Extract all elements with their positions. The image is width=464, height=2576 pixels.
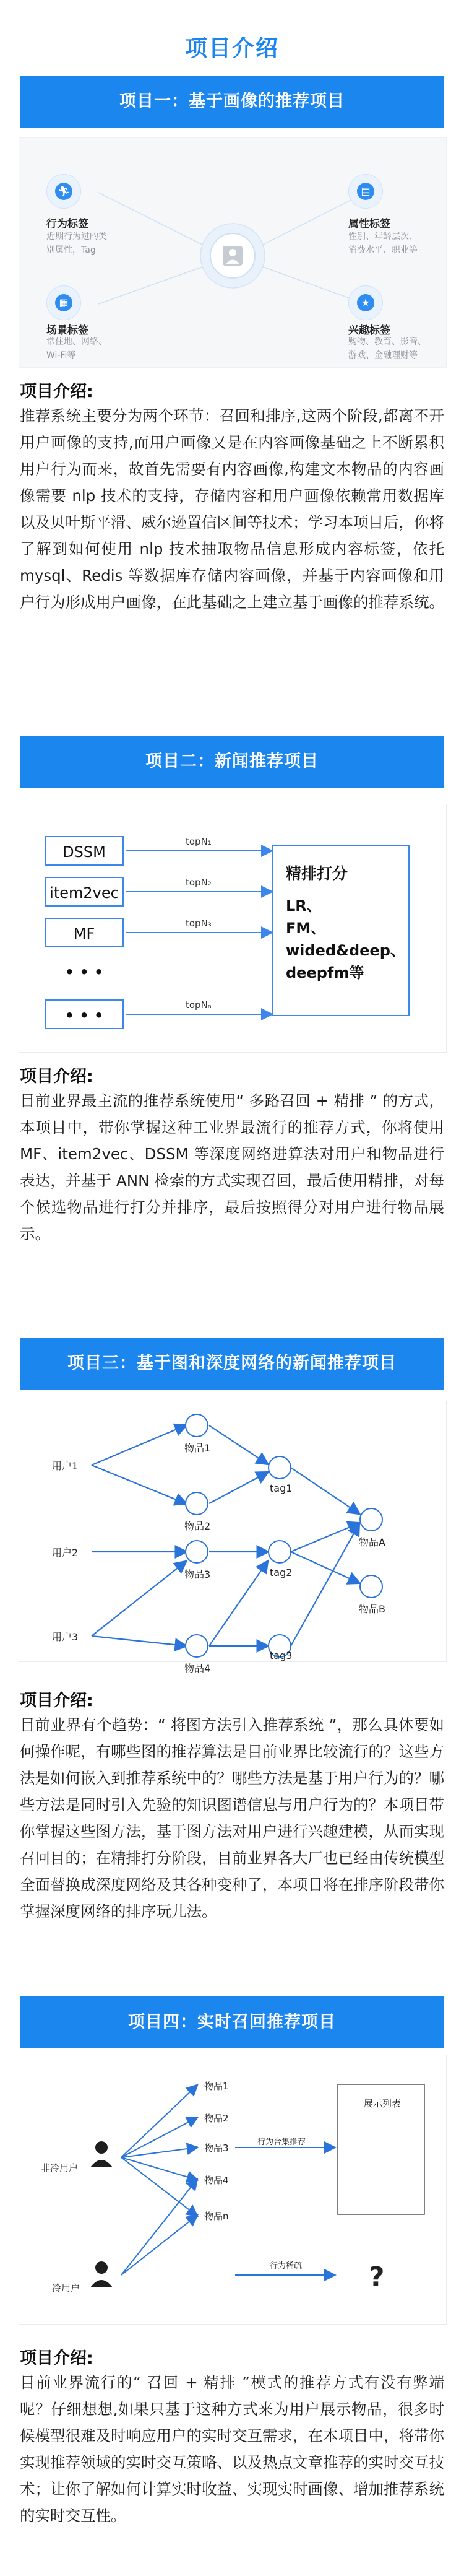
item-label-1: 物品1 — [184, 1442, 211, 1454]
section3-intro-text: 目前业界有个趋势：“ 将图方法引入推荐系统 ”，那么具体要如何操作呢，有哪些图的推荐算法是目前业界比较流行的？这些方法是如何嵌入到推荐系统中的？哪些方法是基于用户行为的？哪些方法是同时引入先验的知识图谱信息与用户行为的？本项目带你掌握这些图方法，基于图方法对用户进行兴趣建模，从而实现召回目的；在精排打分阶段，目前业界各大厂也已经由传统模型全面替换成深度网络及其各种变种了，本项目将在排序阶段带你掌握深度网络的排序玩儿法。 — [20, 1716, 444, 1920]
person-run-icon: 🏃︎ — [55, 183, 72, 200]
attribute-tag-desc — [348, 230, 418, 257]
item-node-1 — [186, 1414, 208, 1437]
item-label-1: 物品1 — [204, 2081, 229, 2092]
cold-user-icon — [90, 2261, 113, 2287]
behavior-tag-title: 行为标签 — [46, 218, 88, 230]
model-box-more: • • • — [45, 999, 124, 1029]
behavior-tag-desc — [46, 230, 107, 257]
tag-node-1 — [269, 1456, 291, 1479]
item-label-n: 物品n — [204, 2211, 229, 2222]
document-icon: ▤ — [357, 183, 374, 200]
scene-tag-title: 场景标签 — [46, 324, 88, 337]
rank-item: deepfm等 — [286, 964, 364, 981]
grid-icon: ▦ — [55, 294, 72, 311]
section4-intro-label: 项目介绍: — [20, 2349, 93, 2368]
rank-title: 精排打分 — [286, 864, 348, 882]
topn-label-3: topN₃ — [186, 918, 212, 929]
item-label-3: 物品3 — [184, 1569, 211, 1580]
rank-item: LR、 — [286, 897, 322, 915]
interest-tag-desc — [348, 335, 426, 362]
interest-tag-title: 兴趣标签 — [348, 324, 390, 337]
section1-banner: 项目一：基于画像的推荐项目 — [20, 76, 444, 128]
section1-intro-text: 推荐系统主要分为两个环节：召回和排序,这两个阶段,都离不开用户画像的支持,而用户画像又是在内容画像基础之上不断累积用户行为而来，故首先需要有内容画像,构建文本物品的内容画像需要 nlp 技术的支持，存储内容和用户画像依赖常用数据库以及贝叶斯平滑、威尔逊置信区间等技术；学习本项目后，你将了解到如何使用 nlp 技术抽取物品信息形成内容标签，依托 mysql、Redis 等数据库存储内容画像，并基于内容画像和用户行为形成用户画像，在此基础之上建立基于画像的推荐系统。 — [20, 407, 444, 611]
section2-banner: 项目二：新闻推荐项目 — [20, 736, 444, 788]
section2-intro-label: 项目介绍: — [20, 1067, 93, 1086]
section4-intro-text: 目前业界流行的“ 召回 + 精排 ”模式的推荐方式有没有弊端呢？仔细想想,如果只基于这种方式来为用户展示物品，很多时候模型很难及时响应用户的实时交互需求，在本项目中，将带你实现推荐领域的实时交互策略、以及热点文章推荐的实时交互技术；让你了解如何计算实时收益、实现实时画像、增加推荐系统的实时交互性。 — [20, 2374, 444, 2525]
model-box-dssm: DSSM — [45, 836, 124, 866]
display-list-label: 展示列表 — [364, 2098, 402, 2109]
desc-line: 消费水平、职业等 — [348, 245, 418, 255]
desc-line: 近期行为过的类 — [46, 232, 107, 242]
page-title: 项目介绍 — [184, 36, 279, 61]
tag-label-3: tag3 — [270, 1650, 293, 1661]
item-label-2: 物品2 — [204, 2113, 229, 2124]
user-label-3: 用户3 — [52, 1631, 79, 1643]
section3-graph — [0, 1393, 464, 1666]
user-label-2: 用户2 — [52, 1547, 79, 1559]
desc-line: 性别、年龄层次、 — [348, 232, 418, 242]
section4-banner: 项目四：实时召回推荐项目 — [20, 1996, 444, 2048]
model-box-ellipsis: • • • — [64, 964, 104, 981]
item-label-4: 物品4 — [204, 2175, 229, 2186]
topn-label-1: topN₁ — [186, 836, 212, 847]
section2-intro-text: 目前业界最主流的推荐系统使用“ 多路召回 + 精排 ” 的方式，本项目中，带你掌握这种工业界最流行的推荐方式，你将使用 MF、item2vec、DSSM 等深度网络进算法对用户和物品进行表达，并基于 ANN 检索的方式实现召回，最后使用精排，对每个候选物品进行打分并排序，最后按照得分对用户进行物品展示。 — [20, 1092, 444, 1243]
topn-label-n: topNₙ — [186, 999, 212, 1011]
model-box-item2vec: item2vec — [45, 877, 124, 907]
target-label-a: 物品A — [359, 1536, 385, 1548]
section1-intro-label: 项目介绍: — [20, 382, 93, 401]
topn-label-2: topN₂ — [186, 877, 212, 888]
rank-item: FM、 — [286, 920, 326, 937]
model-box-mf: MF — [45, 918, 124, 947]
item-node-3 — [186, 1541, 208, 1563]
rank-item: wided&deep、 — [286, 942, 405, 959]
item-node-4 — [186, 1635, 208, 1657]
target-node-a — [360, 1508, 382, 1531]
section1-diagram — [19, 137, 447, 368]
question-mark: ? — [369, 2261, 385, 2293]
user-avatar-icon — [223, 246, 243, 266]
interest-tag-node — [348, 285, 383, 320]
tag-label-1: tag1 — [270, 1482, 293, 1494]
user-label-1: 用户1 — [52, 1460, 79, 1472]
item-label-2: 物品2 — [184, 1520, 211, 1532]
scene-tag-desc — [46, 335, 107, 362]
target-label-b: 物品B — [359, 1603, 385, 1615]
behavior-collection-label: 行为合集推荐 — [257, 2138, 306, 2147]
rank-box — [272, 845, 410, 1016]
scene-tag-node — [46, 285, 81, 320]
attribute-tag-node — [348, 174, 383, 209]
desc-line: 别属性，Tag — [46, 245, 96, 255]
desc-line: 游戏、金融理财等 — [348, 350, 418, 360]
warm-user-label: 非冷用户 — [41, 2162, 79, 2174]
item-label-4: 物品4 — [184, 1663, 211, 1674]
desc-line: 常住地、网络、 — [46, 337, 107, 347]
section3-banner: 项目三：基于图和深度网络的新闻推荐项目 — [20, 1338, 444, 1390]
desc-line: 购物、教育、影音、 — [348, 337, 426, 347]
item-label-3: 物品3 — [204, 2143, 229, 2154]
star-icon: ★ — [357, 294, 374, 311]
item-node-2 — [186, 1492, 208, 1515]
desc-line: Wi-Fi等 — [46, 350, 76, 360]
target-node-b — [360, 1575, 382, 1598]
attribute-tag-title: 属性标签 — [348, 218, 390, 230]
cold-user-label: 冷用户 — [52, 2282, 80, 2294]
behavior-tag-node — [46, 174, 81, 209]
section3-intro-label: 项目介绍: — [20, 1691, 93, 1710]
tag-label-2: tag2 — [270, 1567, 293, 1578]
tag-node-2 — [269, 1541, 291, 1563]
warm-user-icon — [90, 2141, 113, 2167]
behavior-sparse-label: 行为稀疏 — [270, 2261, 303, 2271]
